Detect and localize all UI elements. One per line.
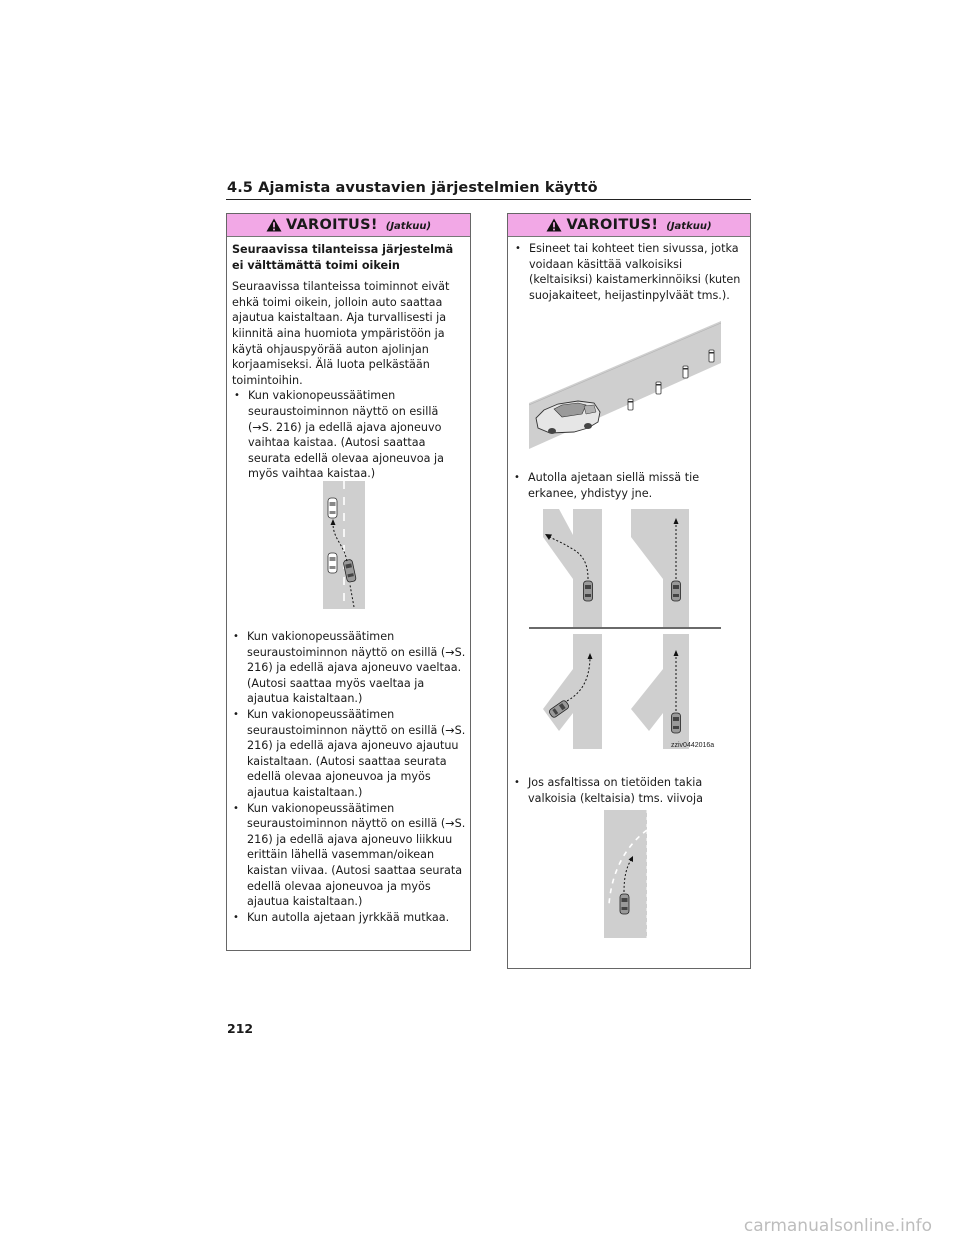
warning-triangle-icon [546,218,562,232]
warning-subtitle: (Jatkuu) [385,221,432,232]
warning-title: VAROITUS! [566,217,659,233]
figure-roadwork-lines [604,810,647,938]
bullet-road-split: • Autolla ajetaan siellä missä tie erkanee, yhdistyy jne. [512,470,746,501]
bullet-drift: • Kun vakionopeussäätimen seuraustoiminnon näyttö on esillä (→S. 216) ja edellä ajava ajoneuvo ajautuu kaistaltaan. (Autosi saattaa seurata edellä olevaa ajoneuvoa ja myös ajautua kaistaltaan.) [231,707,466,801]
section-divider [226,199,751,200]
warning-intro: Seuraavissa tilanteissa toiminnot eivät ehkä toimi oikein, jolloin auto saattaa ajautua kaistaltaan. Aja turvallisesti ja kiinnitä aina huomiota ympäristöön ja käytä ohjauspyörää auton ajolinjan korjaamiseksi. Älä luota pelkästään toimintoihin. [232,280,450,387]
page-number: 212 [227,1021,254,1036]
figure-code: zziv0442016a [671,742,715,749]
figure-road-fork-merge [529,509,721,751]
bullet-roadside-objects: • Esineet tai kohteet tien sivussa, jotka voidaan käsittää valkoisiksi (keltaisiksi) kaistamerkinnöiksi (kuten suojakaiteet, heijastinpylväät tms.). [513,241,745,303]
figure-roadside-posts [529,321,721,449]
warning-subtitle: (Jatkuu) [666,221,712,232]
bullet-lane-change: • Kun vakionopeussäätimen seuraustoiminnon näyttö on esillä (→S. 216) ja edellä ajava ajoneuvo vaihtaa kaistaa. (Autosi saattaa seurata edellä olevaa ajoneuvoa ja myös vaihtaa kaistaa.) [232,388,465,482]
bullet-sharp-curve: • Kun autolla ajetaan jyrkkää mutkaa. [231,910,466,926]
warning-title: VAROITUS! [285,217,378,233]
bullet-roadwork-lines: • Jos asfaltissa on tietöiden takia valkoisia (keltaisia) tms. viivoja [512,775,746,806]
warning-header [227,214,470,237]
figure-lane-change [323,481,365,609]
bullet-close-line: • Kun vakionopeussäätimen seuraustoiminnon näyttö on esillä (→S. 216) ja edellä ajava ajoneuvo liikkuu erittäin lähellä vasemman/oikean kaistan viivaa. (Autosi saattaa seurata edellä olevaa ajoneuvoa ja myös ajautua kaistaltaan.) [231,801,466,910]
warning-triangle-icon [266,218,282,232]
warning-header-right [508,214,750,237]
bullet-wander: • Kun vakionopeussäätimen seuraustoiminnon näyttö on esillä (→S. 216) ja edellä ajava ajoneuvo vaeltaa. (Autosi saattaa myös vaeltaa ja ajautua kaistaltaan.) [231,629,466,707]
watermark: carmanualsonline.info [743,1216,932,1236]
warning-heading: Seuraavissa tilanteissa järjestelmä ei välttämättä toimi oikein [232,243,454,272]
section-title: 4.5 Ajamista avustavien järjestelmien käyttö [227,180,598,196]
